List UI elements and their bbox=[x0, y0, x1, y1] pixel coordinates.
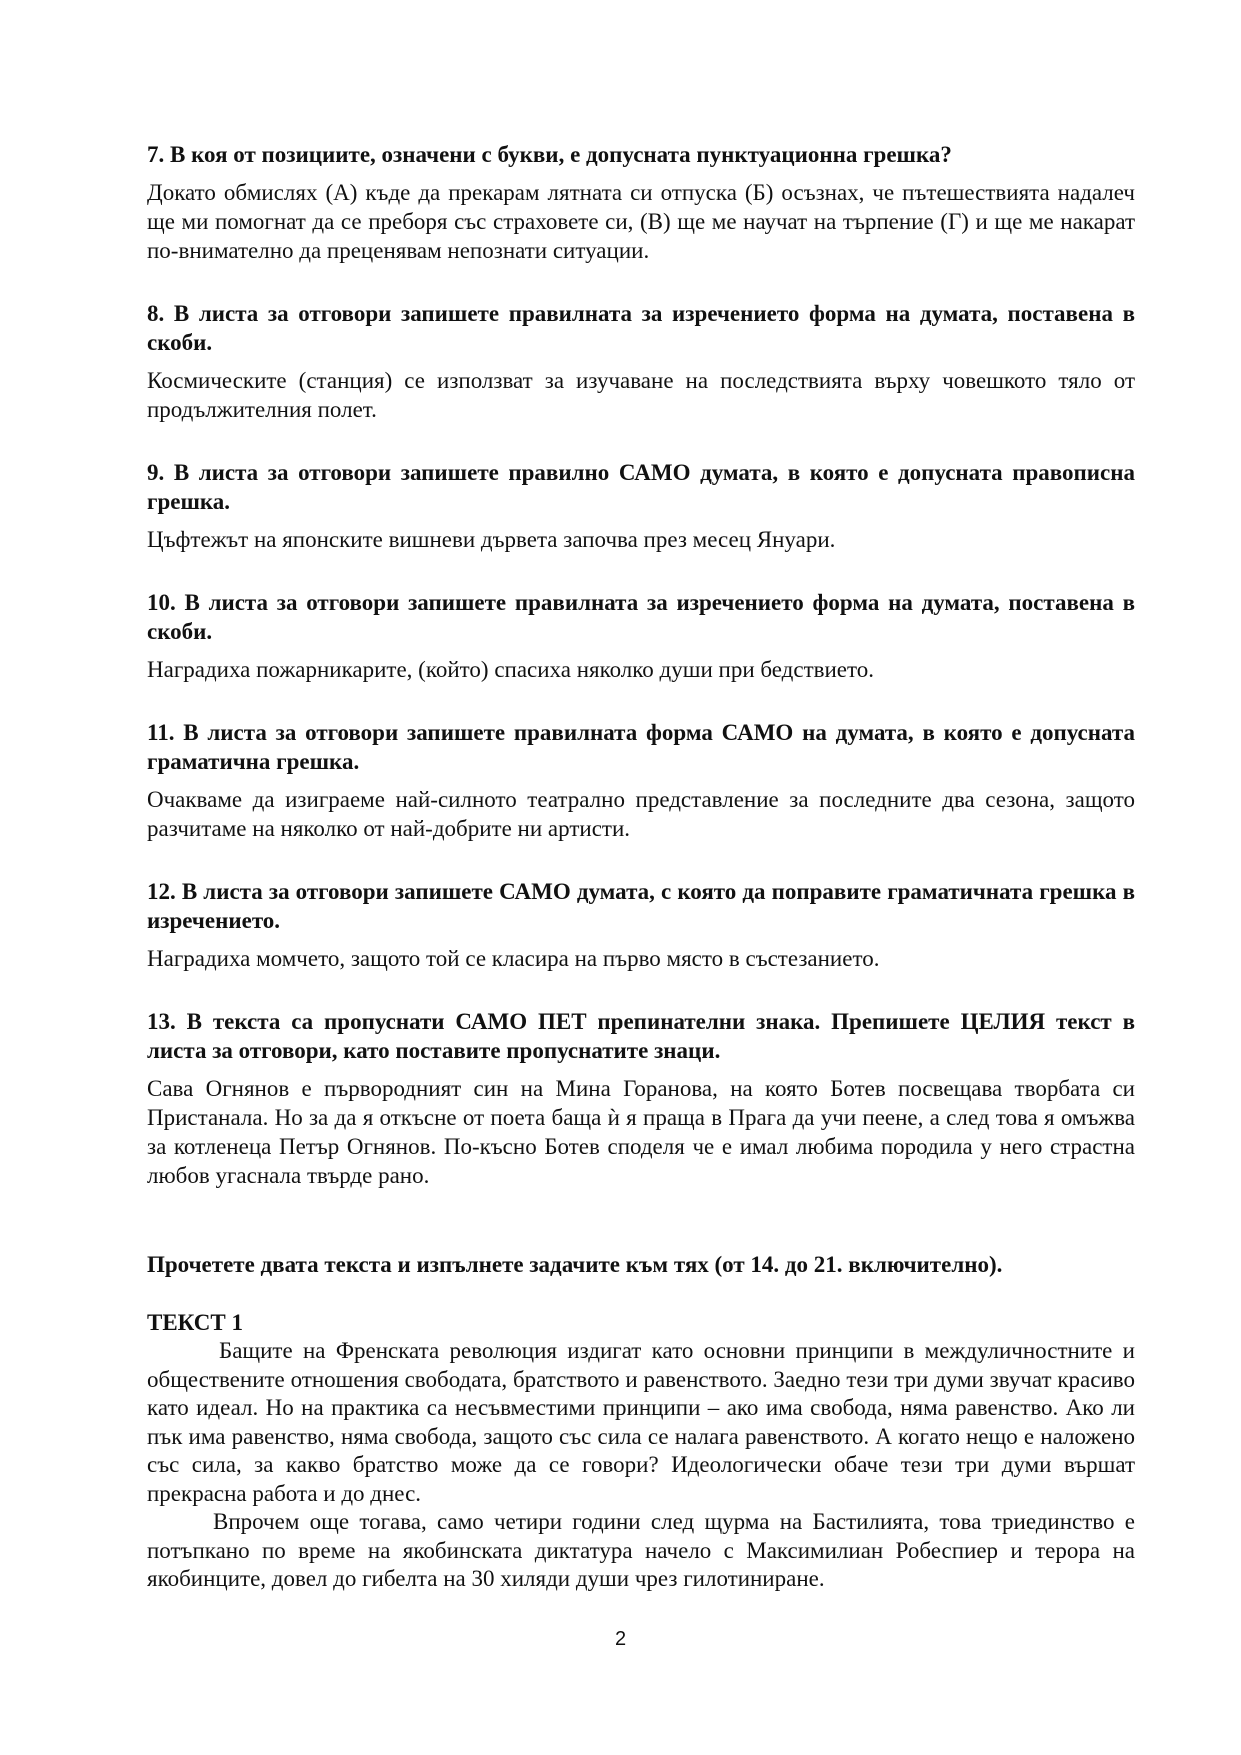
document-page bbox=[147, 140, 1135, 1594]
question-8-prompt: 8. В листа за отговори запишете правилната за изречението форма на думата, поставена в скоби. bbox=[147, 301, 1135, 355]
question-9-prompt: 9. В листа за отговори запишете правилно САМО думата, в която е допусната правописна грешка. bbox=[147, 460, 1135, 514]
question-11-text: Очакваме да изиграеме най-силното театрално представление за последните два сезона, защото разчитаме на няколко от най-добрите ни артисти. bbox=[147, 787, 1135, 841]
question-13-text: Сава Огнянов е първородният син на Мина Горанова, на която Ботев посвещава творбата си Пристанала. Но за да я откъсне от поета баща ѝ я праща в Прага да учи пеене, а след това я омъжва за котленеца Петър Огнянов. По-късно Ботев споделя че е имал любима породила у него страстна любов угаснала твърде рано. bbox=[147, 1076, 1135, 1188]
question-10-text: Наградиха пожарникарите, (който) спасиха няколко души при бедствието. bbox=[147, 657, 875, 682]
question-7-text: Докато обмислях (А) къде да прекарам лятната си отпуска (Б) осъзнах, че пътешествията надалеч ще ми помогнат да се преборя със страховете си, (В) ще ме научат на търпение (Г) и ще ме накарат по-внимателно да преценявам непознати ситуации. bbox=[147, 180, 1135, 263]
question-10-prompt: 10. В листа за отговори запишете правилната за изречението форма на думата, поставена в скоби. bbox=[147, 590, 1135, 644]
reading-instructions: Прочетете двата текста и изпълнете задачите към тях (от 14. до 21. включително). bbox=[147, 1252, 1003, 1277]
page-number: 2 bbox=[614, 1628, 627, 1650]
question-9-text: Цъфтежът на японските вишневи дървета започва през месец Януари. bbox=[147, 527, 836, 552]
question-8-text: Космическите (станция) се използват за изучаване на последствията върху човешкото тяло от продължителния полет. bbox=[147, 368, 1135, 422]
question-13-prompt: 13. В текста са пропуснати САМО ПЕТ препинателни знака. Препишете ЦЕЛИЯ текст в листа за отговори, като поставите пропуснатите знаци. bbox=[147, 1009, 1135, 1063]
text-1-heading: ТЕКСТ 1 bbox=[147, 1310, 243, 1335]
question-7-prompt: 7. В коя от позициите, означени с букви, е допусната пунктуационна грешка? bbox=[147, 142, 952, 167]
question-12-prompt: 12. В листа за отговори запишете САМО думата, с която да поправите граматичната грешка в изречението. bbox=[147, 879, 1135, 933]
text-1-paragraph: Бащите на Френската революция издигат като основни принципи в междуличностните и обществените отношения свободата, братството и равенството. Заедно тези три думи звучат красиво като идеал. Но на практика са несъвместими принципи – ако има свобода, няма равенство. Ако ли пък има равенство, няма свобода, защото със сила се налага равенството. А когато нещо е наложено със сила, за какво братство може да се говори? Идеологически обаче тези три думи вършат прекрасна работа и до днес. bbox=[147, 1338, 1135, 1506]
question-12-text: Наградиха момчето, защото той се класира на първо място в състезанието. bbox=[147, 946, 880, 971]
text-1-paragraph: Впрочем още тогава, само четири години след щурма на Бастилията, това триединство е потъпкано по време на якобинската диктатура начело с Максимилиан Робеспиер и терора на якобинците, довел до гибелта на 30 хиляди души чрез гилотиниране. bbox=[147, 1509, 1135, 1591]
question-11-prompt: 11. В листа за отговори запишете правилната форма САМО на думата, в която е допусната граматична грешка. bbox=[147, 720, 1135, 774]
